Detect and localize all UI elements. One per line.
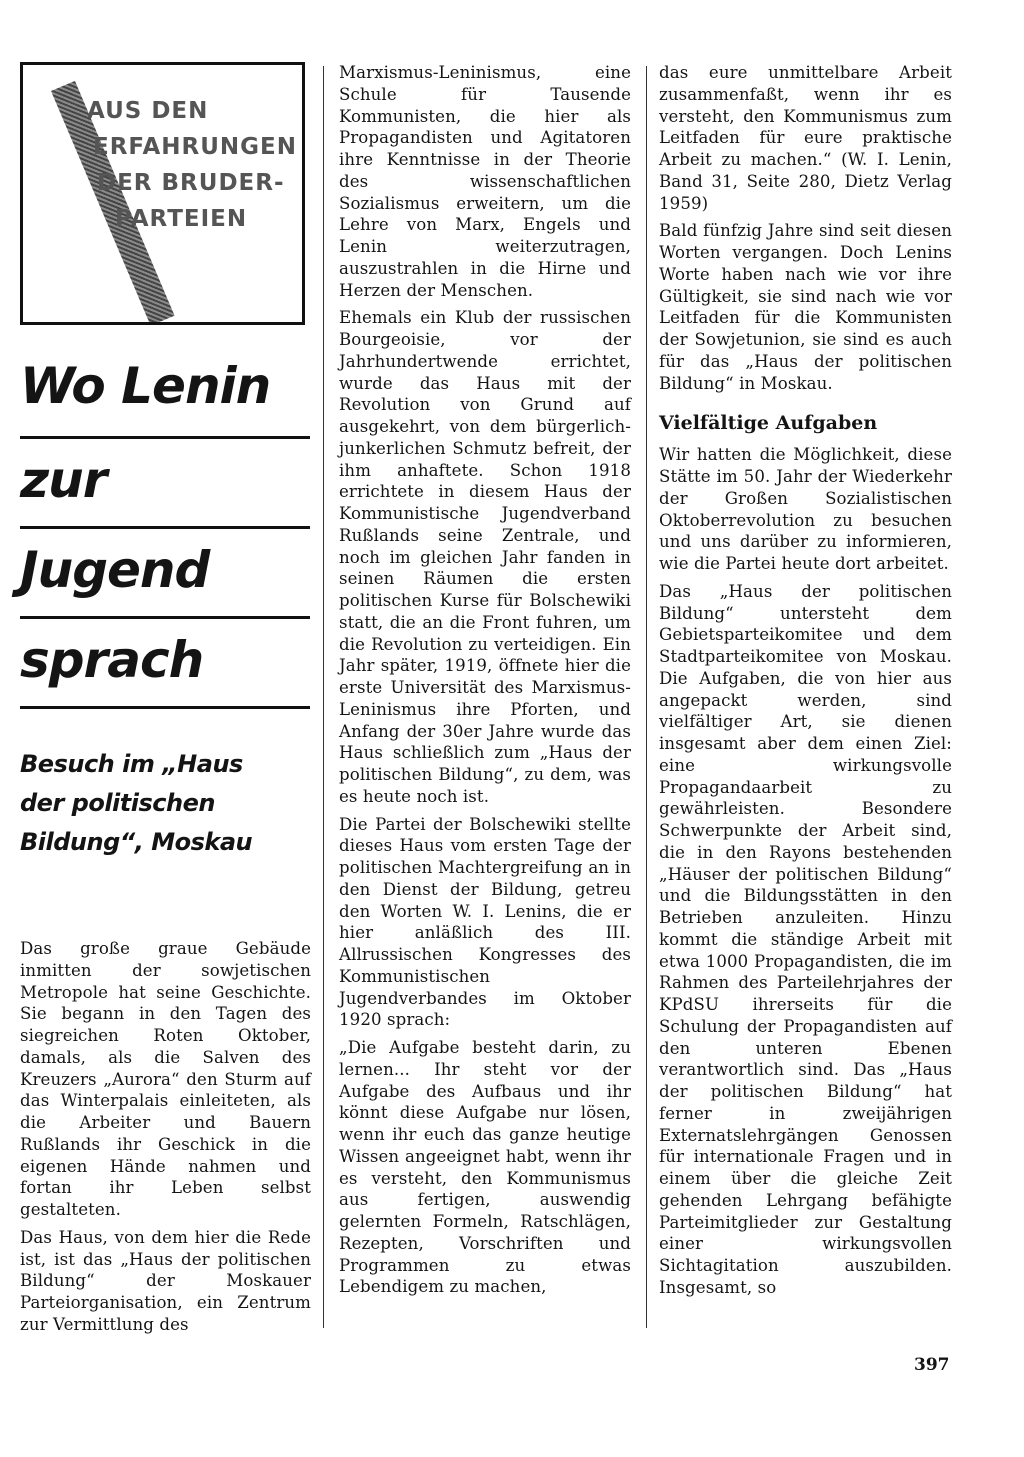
paragraph: Das „Haus der politischen Bildung“ untersteht dem Gebietsparteikomitee und dem Stadtparteikomitee von Moskau. Die Aufgaben, die von hier aus angepackt werden, sind vielfältiger Art, sie dienen insgesamt aber dem einen Ziel: eine wirkungsvolle Propagandaarbeit zu gewährleisten. Besondere Schwerpunkte der Arbeit sind, die in den Rayons bestehenden „Häuser der politischen Bildung“ und die Bildungsstätten in den Betrieben anzuleiten. Hinzu kommt die ständige Arbeit mit etwa 1000 Propagandisten, die im Rahmen des Parteilehrjahres der KPdSU ihrerseits für die Schulung der Propagandisten auf den unteren Ebenen verantwortlich sind. Das „Haus der politischen Bildung“ hat ferner in zweijährigen Externatslehrgängen Genossen für internationale Fragen und in einem über die gleiche Zeit gehenden Lehrgang befähigte Parteimitglieder zur Gestaltung einer wirkungsvollen Sichtagitation auszubilden. Insgesamt, so	[659, 581, 952, 1297]
column-divider-1	[323, 66, 324, 1328]
column-3	[659, 62, 952, 1299]
section-heading: Vielfältige Aufgaben	[659, 412, 878, 435]
headline-line-3: Jugend	[20, 529, 310, 619]
paragraph: Wir hatten die Möglichkeit, diese Stätte im 50. Jahr der Wiederkehr der Großen Sozialistischen Oktoberrevolution zu besuchen und uns darüber zu informieren, wie die Partei heute dort arbeitet.	[659, 445, 952, 573]
paragraph: Die Partei der Bolschewiki stellte dieses Haus vom ersten Tage der politischen Machtergreifung an in den Dienst der Bildung, getreu den Worten W. I. Lenins, die er hier anläßlich des III. Allrussischen Kongresses des Kommunistischen Jugendverbandes im Oktober 1920 sprach:	[339, 814, 631, 1030]
lenin-quote-continuation: das eure unmittelbare Arbeit zusammenfaßt, wenn ihr es versteht, den Kommunismus zum Leitfaden für eure praktische Arbeit zu machen.“ (W. I. Lenin, Band 31, Seite 280, Dietz Verlag 1959)	[659, 63, 952, 213]
subheadline-line-2: der politischen	[20, 789, 215, 817]
column-1	[20, 62, 311, 1334]
series-logo-line-1: AUS DEN	[87, 98, 209, 124]
paragraph: Marxismus-Leninismus, eine Schule für Tausende Kommunisten, die hier als Propagandisten und Agitatoren ihre Kenntnisse in der Theorie des wissenschaftlichen Sozialismus erweitern, um die Lehre von Marx, Engels und Lenin weiterzutragen, auszustrahlen in die Hirne und Herzen der Menschen.	[339, 63, 631, 300]
headline-line-2: zur	[20, 439, 310, 529]
paragraph: Ehemals ein Klub der russischen Bourgeoisie, vor der Jahrhundertwende errichtet, wurde das Haus mit der Revolution von Grund auf ausgekehrt, von dem bürgerlich-junkerlichen Schmutz befreit, der ihm anhaftete. Schon 1918 errichtete in diesem Haus der Kommunistische Jugendverband Rußlands seine Zentrale, und noch im gleichen Jahr fanden in seinen Räumen die ersten politischen Kurse für Bolschewiki statt, die an die Front fuhren, um die Revolution zu verteidigen. Ein Jahr später, 1919, öffnete hier die erste Universität des Marxismus-Leninismus ihre Pforten, und Anfang der 30er Jahre wurde das Haus schließlich zum „Haus der politischen Bildung“, zu dem, was es heute noch ist.	[339, 308, 631, 806]
lenin-quote-paragraph: „Die Aufgabe besteht darin, zu lernen... Ihr steht vor der Aufgabe des Aufbaus und ihr könnt diese Aufgabe nur lösen, wenn ihr euch das ganze heutige Wissen angeeignet habt, wenn ihr es versteht, den Kommunismus aus fertigen, auswendig gelernten Formeln, Ratschlägen, Rezepten, Vorschriften und Programmen zu etwas Lebendigem zu machen,	[339, 1038, 631, 1297]
subheadline	[20, 745, 311, 862]
column-divider-2	[646, 66, 647, 1328]
paragraph: Das große graue Gebäude inmitten der sowjetischen Metropole hat seine Geschichte. Sie begann in den Tagen des siegreichen Roten Oktober, damals, als die Salven des Kreuzers „Aurora“ den Sturm auf das Winterpalais einleiteten, als die Arbeiter und Bauern Rußlands ihr Geschick in die eigenen Hände nahmen und fortan ihr Leben selbst gestalteten.	[20, 939, 311, 1219]
page-number: 397	[914, 1355, 950, 1375]
paragraph: Das Haus, von dem hier die Rede ist, ist das „Haus der politischen Bildung“ der Moskauer Parteiorganisation, ein Zentrum zur Vermittlung des	[20, 1227, 311, 1334]
subheadline-line-3: Bildung“, Moskau	[20, 828, 253, 856]
series-logo-line-3: DER BRUDER-	[97, 170, 285, 196]
subheadline-line-1: Besuch im „Haus	[20, 750, 243, 778]
series-logo-box	[20, 62, 305, 325]
series-logo-line-4: PARTEIEN	[115, 206, 248, 232]
headline-line-4: sprach	[20, 619, 310, 709]
column-2	[339, 62, 631, 1298]
headline-line-1: Wo Lenin	[20, 345, 310, 439]
series-logo-line-2: ERFAHRUNGEN	[93, 134, 298, 160]
paragraph: Bald fünfzig Jahre sind seit diesen Worten vergangen. Doch Lenins Worte haben nach wie vor ihre Gültigkeit, sie sind nach wie vor Leitfaden für die Kommunisten der Sowjetunion, sie sind es auch für das „Haus der politischen Bildung“ in Moskau.	[659, 221, 952, 393]
